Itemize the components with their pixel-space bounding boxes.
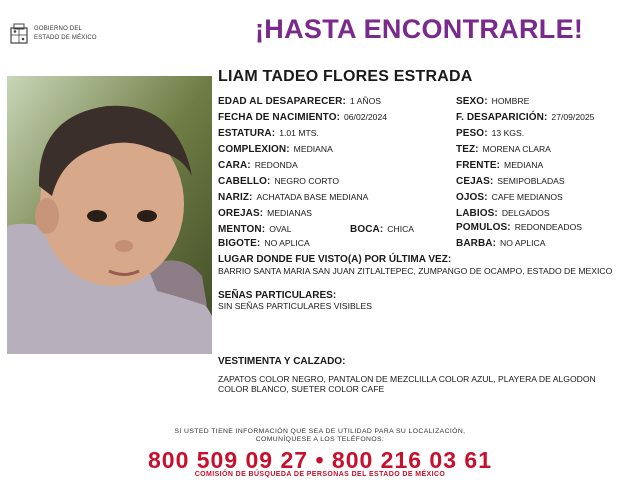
field-label: LABIOS:	[456, 208, 498, 219]
field-value: ACHATADA BASE MEDIANA	[256, 192, 369, 202]
field-label: BARBA:	[456, 238, 497, 249]
field-label: ESTATURA:	[218, 128, 276, 139]
field-complexion	[456, 144, 551, 155]
field-label: OREJAS:	[218, 208, 264, 219]
marks-label: SEÑAS PARTICULARES:	[218, 290, 337, 301]
field-value: CHICA	[387, 224, 415, 234]
field-value: NO APLICA	[500, 238, 546, 248]
field-value: 1 AÑOS	[349, 96, 381, 106]
phone-numbers: 800 509 09 27 • 800 216 03 61	[147, 447, 492, 473]
field-build	[218, 144, 333, 155]
state-crest-icon	[8, 22, 30, 46]
field-label: FECHA DE NACIMIENTO:	[218, 112, 340, 123]
child-portrait-illustration	[7, 76, 212, 354]
field-beard	[456, 238, 545, 249]
person-name: LIAM TADEO FLORES ESTRADA	[218, 68, 473, 85]
last-seen-value: BARRIO SANTA MARIA SAN JUAN ZITLALTEPEC, ZUMPANGO DE OCAMPO, ESTADO DE MEXICO	[218, 266, 613, 276]
last-seen-label: LUGAR DONDE FUE VISTO(A) POR ÚLTIMA VEZ:	[218, 254, 452, 265]
field-birthdate	[218, 112, 387, 123]
field-height	[218, 128, 319, 139]
field-eyes	[456, 192, 563, 203]
notice-line-1: SI USTED TIENE INFORMACIÓN QUE SEA DE UTILIDAD PARA SU LOCALIZACIÓN,	[174, 428, 466, 435]
field-mouth	[350, 224, 414, 235]
field-cheekbones	[456, 222, 582, 233]
headline: ¡HASTA ENCONTRARLE!	[255, 14, 584, 44]
field-chin	[218, 224, 291, 235]
field-label: OJOS:	[456, 192, 488, 203]
field-label: CABELLO:	[218, 176, 271, 187]
field-sex	[456, 96, 529, 107]
field-label: POMULOS:	[456, 222, 511, 233]
field-nose	[218, 192, 368, 203]
missing-person-photo	[7, 76, 212, 354]
field-value: 1.01 MTS.	[279, 128, 319, 138]
field-label: F. DESAPARICIÓN:	[456, 112, 548, 123]
field-value: MORENA CLARA	[482, 144, 551, 154]
field-value: 06/02/2024	[344, 112, 388, 122]
field-value: MEDIANAS	[267, 208, 313, 218]
field-value: HOMBRE	[491, 96, 530, 106]
notice-line-2: COMUNÍQUESE A LOS TELÉFONOS:	[255, 436, 385, 443]
field-weight	[456, 128, 524, 139]
field-label: MENTON:	[218, 224, 266, 235]
marks-value: SIN SEÑAS PARTICULARES VISIBLES	[218, 301, 372, 311]
gov-line-1: GOBIERNO DEL	[34, 26, 83, 32]
gov-line-2: ESTADO DE MÉXICO	[34, 35, 97, 41]
field-value: OVAL	[269, 224, 292, 234]
field-value: 27/09/2025	[551, 112, 595, 122]
agency-name: COMISIÓN DE BÚSQUEDA DE PERSONAS DEL ESTADO DE MÉXICO	[194, 471, 446, 478]
field-label: COMPLEXION:	[218, 144, 290, 155]
field-mustache	[218, 238, 310, 249]
field-disappearance-date	[456, 112, 594, 123]
field-label: TEZ:	[456, 144, 479, 155]
field-label: PESO:	[456, 128, 488, 139]
field-lips	[456, 208, 550, 219]
field-age	[218, 96, 381, 107]
field-eyebrows	[456, 176, 565, 187]
field-label: CARA:	[218, 160, 251, 171]
field-value: MEDIANA	[504, 160, 544, 170]
field-label: NARIZ:	[218, 192, 253, 203]
field-label: CEJAS:	[456, 176, 494, 187]
field-value: NO APLICA	[264, 238, 310, 248]
field-label: FRENTE:	[456, 160, 501, 171]
field-value: REDONDEADOS	[514, 222, 583, 232]
field-value: NEGRO CORTO	[274, 176, 340, 186]
field-label: EDAD AL DESAPARECER:	[218, 96, 346, 107]
field-value: SEMIPOBLADAS	[497, 176, 565, 186]
field-ears	[218, 208, 312, 219]
field-value: MEDIANA	[293, 144, 333, 154]
field-hair	[218, 176, 339, 187]
field-label: BIGOTE:	[218, 238, 261, 249]
field-label: BOCA:	[350, 224, 384, 235]
field-value: DELGADOS	[501, 208, 550, 218]
field-value: REDONDA	[254, 160, 298, 170]
field-label: SEXO:	[456, 96, 488, 107]
clothing-label: VESTIMENTA Y CALZADO:	[218, 356, 346, 367]
field-face	[218, 160, 298, 171]
field-value: 13 KGS.	[491, 128, 525, 138]
government-logo	[8, 22, 116, 46]
field-forehead	[456, 160, 543, 171]
field-value: CAFE MEDIANOS	[491, 192, 563, 202]
clothing-value: ZAPATOS COLOR NEGRO, PANTALON DE MEZCLILLA COLOR AZUL, PLAYERA DE ALGODON COLOR BLANCO, SUETER COLOR CAFE	[218, 374, 596, 394]
